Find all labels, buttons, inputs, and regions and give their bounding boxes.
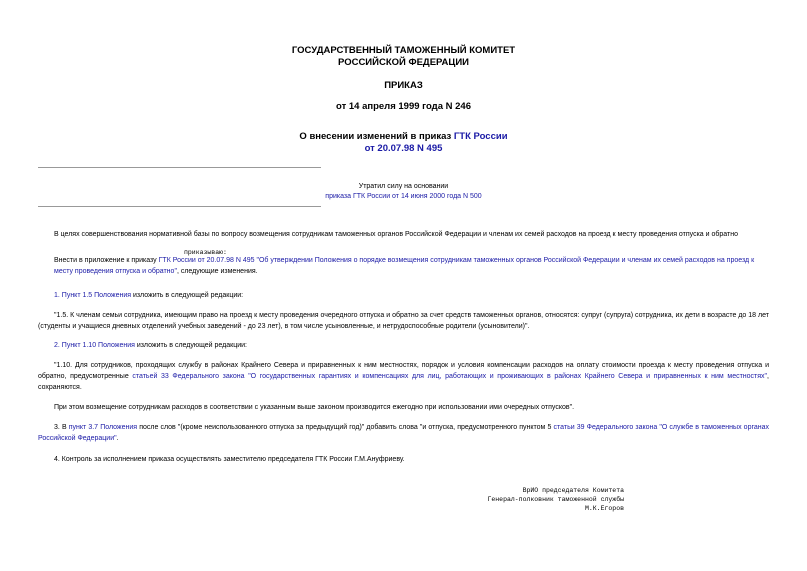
subject-link[interactable]: ГТК России xyxy=(453,131,508,142)
document-date-number: от 14 апреля 1999 года N 246 xyxy=(336,101,471,112)
item-2 xyxy=(54,340,770,351)
item-4: 4. Контроль за исполнением приказа осуществлять заместителю председателя ГТК России Г.М.Ануфриеву. xyxy=(54,456,405,463)
item-1 xyxy=(54,290,770,301)
item-2-quote-b: , сохраняются. xyxy=(38,373,769,391)
amend-suffix: , следующие изменения. xyxy=(176,268,258,275)
item-2-text: изложить в следующей редакции: xyxy=(134,342,247,349)
document-type: ПРИКАЗ xyxy=(384,80,423,91)
item-1-text: изложить в следующей редакции: xyxy=(131,292,244,299)
repeal-note: Утратил силу на основании xyxy=(358,183,449,190)
divider-top xyxy=(38,167,321,168)
repeal-link[interactable]: приказа ГТК России от 14 июня 2000 года N 500 xyxy=(325,193,482,200)
item-3-link-1[interactable]: пункт 3.7 Положения xyxy=(68,424,138,431)
item-3-b: после слов "(кроме неиспользованного отпуска за предыдущий год)" добавить слова "и отпуска, предусмотренного пунктом 5 xyxy=(137,424,554,431)
item-3 xyxy=(38,422,769,444)
item-3-c: . xyxy=(116,435,119,442)
subject-link-date[interactable]: от 20.07.98 N 495 xyxy=(364,143,443,154)
item-2-quote-link[interactable]: статьей 33 Федерального закона "О государственных гарантиях и компенсациях для лиц, работающих и проживающих в районах Крайнего Севера и приравненных к ним местностях" xyxy=(132,373,768,380)
signature-title: ВрИО председателя Комитета xyxy=(522,487,624,494)
subject-prefix: О внесении изменений в приказ xyxy=(299,131,454,142)
item-1-link[interactable]: 1. Пункт 1.5 Положения xyxy=(54,292,132,299)
agency-name-line2: РОССИЙСКОЙ ФЕДЕРАЦИИ xyxy=(337,57,469,68)
amend-prefix: Внести в приложение к приказу xyxy=(54,257,159,264)
amend-title-link[interactable]: "Об утверждении Положения о порядке возмещения сотрудникам таможенных органов Российской Федерации и членам их семей расходов на проезд к месту проведения отпуска и обратно" xyxy=(54,257,755,275)
item-2-link[interactable]: 2. Пункт 1.10 Положения xyxy=(54,342,135,349)
divider-bottom xyxy=(38,206,321,207)
item-1-quote: "1.5. К членам семьи сотрудника, имеющим право на проезд к месту проведения очередного отпуска и обратно за счет средств таможенных органов, относятся: супруг (супруга) сотрудника, их дети в возрасте до 18 лет (студенты и учащиеся дневных отделений учебных заведений - до 23 лет), в том числе усыновленные, и нетрудоспособные родители (усыновители)". xyxy=(38,312,769,330)
item-3-a: 3. В xyxy=(54,424,69,431)
intro-paragraph: В целях совершенствования нормативной базы по вопросу возмещения сотрудникам таможенных органов Российской Федерации и членам их семей расходов на проезд к месту проведения отпуска и обратно xyxy=(54,231,738,238)
agency-name-line1: ГОСУДАРСТВЕННЫЙ ТАМОЖЕННЫЙ КОМИТЕТ xyxy=(291,45,516,56)
paragraph-amend xyxy=(54,255,770,277)
repeal-link-wrap xyxy=(0,191,807,202)
document-subject-line2 xyxy=(0,143,807,155)
item-2-quote xyxy=(38,360,769,393)
signature-name: М.К.Егоров xyxy=(584,505,624,512)
signature-rank: Генерал-полковник таможенной службы xyxy=(487,496,624,503)
amend-order-link[interactable]: ГТК России от 20.07.98 N 495 xyxy=(158,257,255,264)
item-2-quote-a: "1.10. Для сотрудников, проходящих службу в районах Крайнего Севера и приравненных к ним местностях, порядок и условия компенсации расходов на оплату стоимости проезда к месту проведения отпуска и обратно, предусмотренные xyxy=(38,362,769,380)
item-2-extra: При этом возмещение сотрудникам расходов в соответствии с указанным выше законом производится ежегодно при использовании ими очередных отпусков". xyxy=(54,404,575,411)
order-word: приказываю: xyxy=(184,249,227,256)
item-3-link-2[interactable]: статьи 39 Федерального закона "О службе в таможенных органах Российской Федерации" xyxy=(38,424,770,442)
document-subject xyxy=(0,131,807,143)
